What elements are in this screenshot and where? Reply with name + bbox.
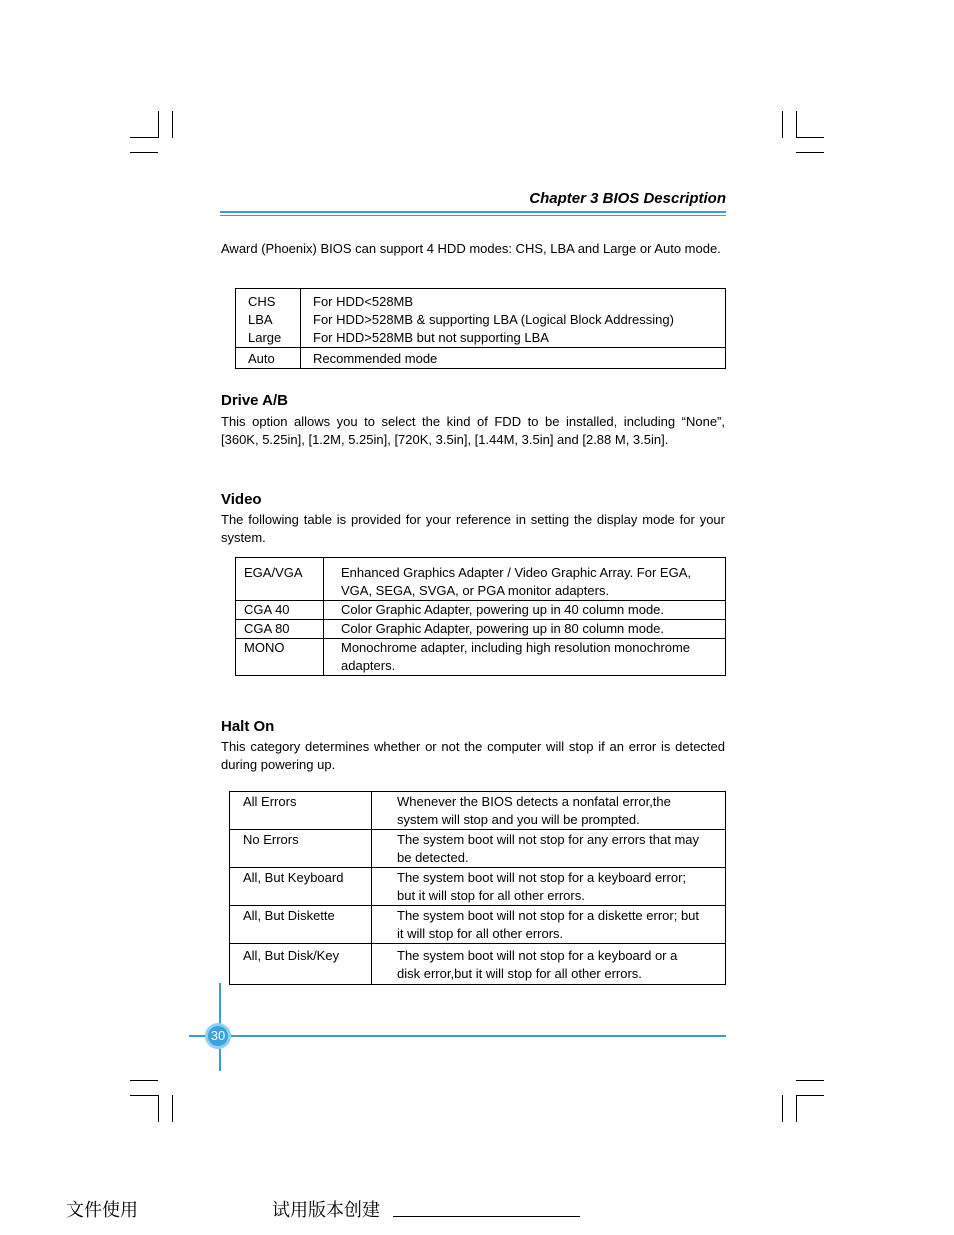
mode-cell: Large [236, 329, 301, 348]
desc-cell [324, 639, 726, 676]
desc-line: Enhanced Graphics Adapter / Video Graphic Array. For EGA, [341, 565, 691, 580]
mode-cell: CHS [236, 289, 301, 312]
table-row [236, 639, 726, 676]
table-row [236, 329, 726, 348]
desc-line: be detected. [397, 850, 469, 865]
table-row [230, 944, 726, 985]
desc-line: disk error,but it will stop for all other errors. [397, 966, 642, 981]
desc-cell: Color Graphic Adapter, powering up in 40 column mode. [324, 601, 726, 620]
video-table [235, 557, 726, 676]
table-row [236, 601, 726, 620]
desc-cell: Recommended mode [301, 348, 726, 369]
video-paragraph: The following table is provided for your reference in setting the display mode for your system. [221, 512, 725, 545]
desc-cell: Color Graphic Adapter, powering up in 80 column mode. [324, 620, 726, 639]
desc-cell [372, 906, 726, 944]
hdd-modes-table [235, 288, 726, 369]
option-cell: All, But Diskette [230, 906, 372, 944]
desc-cell [324, 558, 726, 601]
desc-line: The system boot will not stop for a keyboard or a [397, 948, 678, 963]
option-cell: All, But Keyboard [230, 868, 372, 906]
table-row [236, 289, 726, 312]
desc-line: Monochrome adapter, including high resolution monochrome [341, 640, 691, 655]
footer-watermark-middle: 试用版本创建 [272, 1200, 380, 1221]
desc-line: system will stop and you will be prompted. [397, 812, 640, 827]
desc-cell [372, 944, 726, 985]
mode-cell: MONO [236, 639, 324, 676]
mode-cell: EGA/VGA [236, 558, 324, 601]
intro-paragraph: Award (Phoenix) BIOS can support 4 HDD modes: CHS, LBA and Large or Auto mode. [221, 241, 721, 256]
table-row [236, 558, 726, 601]
header-rule [220, 211, 726, 213]
table-row [230, 868, 726, 906]
drive-paragraph: This option allows you to select the kind of FDD to be installed, including “None”, [360K, 5.25in], [1.2M, 5.25in], [720K, 3.5in], [1.44M, 3.5in] and [2.88 M, 3.5in]. [221, 414, 725, 447]
option-cell: No Errors [230, 830, 372, 868]
halt-paragraph: This category determines whether or not the computer will stop if an error is detected during powering up. [221, 739, 725, 772]
halt-heading: Halt On [221, 718, 275, 735]
table-row [230, 792, 726, 830]
option-cell: All Errors [230, 792, 372, 830]
drive-heading: Drive A/B [221, 392, 288, 409]
footer-underline [393, 1216, 580, 1217]
desc-cell [372, 792, 726, 830]
table-row [230, 830, 726, 868]
video-heading: Video [221, 491, 262, 508]
desc-cell [372, 830, 726, 868]
desc-line: but it will stop for all other errors. [397, 888, 585, 903]
desc-cell: For HDD<528MB [301, 289, 726, 312]
desc-line: Whenever the BIOS detects a nonfatal error,the [397, 794, 671, 809]
desc-line: adapters. [341, 658, 396, 673]
mode-cell: LBA [236, 311, 301, 329]
halt-table [229, 791, 726, 985]
desc-cell: For HDD>528MB but not supporting LBA [301, 329, 726, 348]
page-number: 30 [205, 1023, 231, 1049]
desc-line: it will stop for all other errors. [397, 926, 564, 941]
table-row [230, 906, 726, 944]
desc-line: The system boot will not stop for a keyboard error; [397, 870, 687, 885]
table-row [236, 620, 726, 639]
desc-line: VGA, SEGA, SVGA, or PGA monitor adapters. [341, 583, 610, 598]
footer-rule [189, 1035, 726, 1037]
chapter-title: Chapter 3 BIOS Description [529, 190, 726, 207]
desc-line: The system boot will not stop for a diskette error; but [397, 908, 700, 923]
footer-watermark-left: 文件使用 [66, 1200, 138, 1221]
option-cell: All, But Disk/Key [230, 944, 372, 985]
mode-cell: CGA 80 [236, 620, 324, 639]
desc-cell [372, 868, 726, 906]
desc-line: The system boot will not stop for any errors that may [397, 832, 700, 847]
table-row [236, 311, 726, 329]
desc-cell: For HDD>528MB & supporting LBA (Logical Block Addressing) [301, 311, 726, 329]
table-row [236, 348, 726, 369]
mode-cell: CGA 40 [236, 601, 324, 620]
header-rule [220, 215, 726, 216]
mode-cell: Auto [236, 348, 301, 369]
